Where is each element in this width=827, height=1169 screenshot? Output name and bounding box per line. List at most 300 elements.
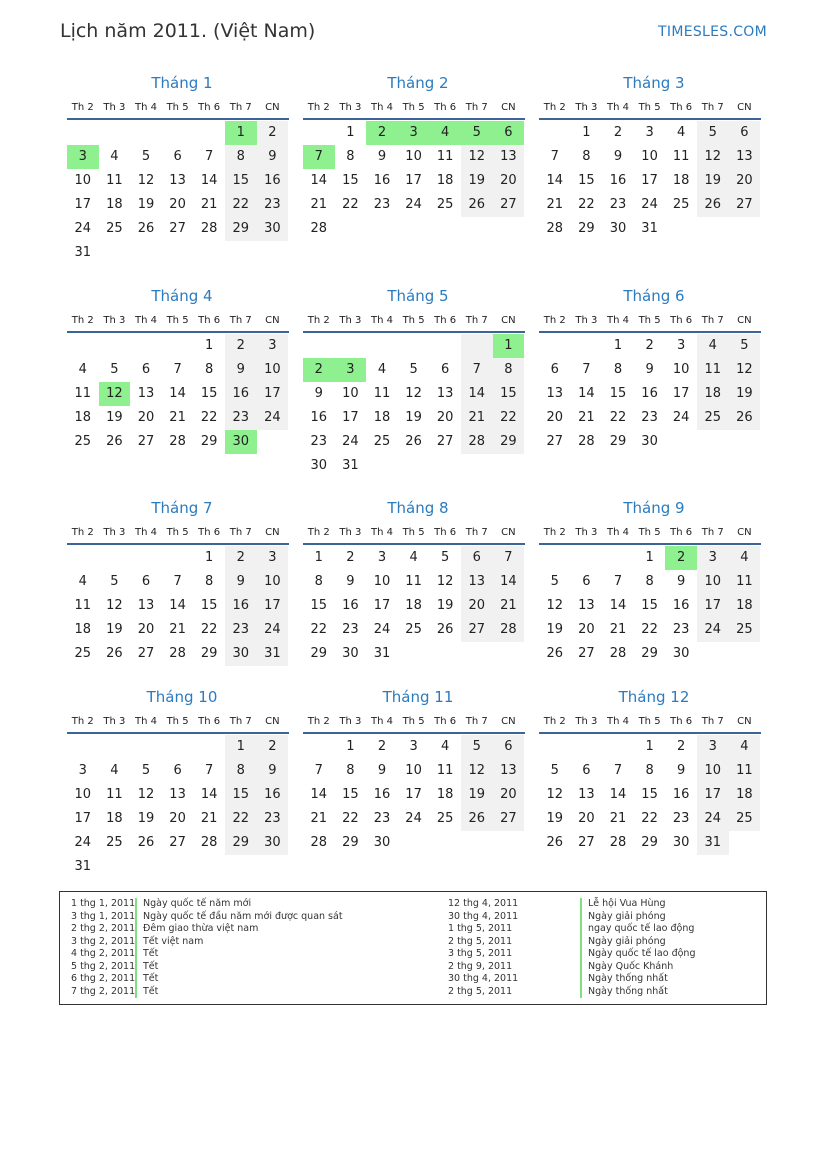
day-cell: 11	[729, 570, 761, 594]
legend-holiday-name: Tết	[143, 948, 159, 959]
weekday-label: CN	[501, 101, 516, 113]
day-cell: 30	[257, 831, 289, 855]
day-cell: 18	[373, 410, 391, 425]
day-cell: 10	[257, 570, 289, 594]
day-cell: 14	[609, 598, 627, 613]
empty-cell	[429, 217, 461, 241]
day-cell: 24	[697, 618, 729, 642]
empty-cell	[729, 642, 761, 666]
day-cell: 28	[461, 430, 493, 454]
month-title: Tháng 11	[382, 688, 454, 706]
day-grid	[67, 735, 289, 879]
weekday-header	[303, 96, 525, 120]
empty-cell	[99, 241, 131, 265]
legend-item	[71, 923, 343, 936]
day-cell: 2	[645, 338, 654, 353]
day-cell: 21	[493, 594, 525, 618]
day-cell: 14	[310, 173, 328, 188]
day-cell: 1	[205, 338, 214, 353]
weekday-header	[539, 309, 761, 333]
day-cell: 26	[137, 835, 155, 850]
weekday-label: Th 3	[339, 101, 362, 113]
weekday-label: Th 5	[402, 101, 425, 113]
weekday-label: Th 5	[166, 715, 189, 727]
day-cell: 21	[578, 410, 595, 425]
weekday-label: Th 7	[465, 314, 488, 326]
weekday-label: Th 5	[402, 526, 425, 538]
day-cell: 28	[200, 835, 218, 850]
day-cell: 19	[697, 169, 729, 193]
day-cell: 14	[200, 787, 218, 802]
day-cell: 11	[697, 358, 729, 382]
legend-date: 4 thg 2, 2011	[71, 948, 136, 959]
weekday-label: Th 5	[166, 314, 189, 326]
day-cell: 22	[609, 410, 627, 425]
day-cell: 1	[493, 334, 525, 358]
weekday-label: Th 7	[465, 526, 488, 538]
legend-marker	[135, 961, 137, 974]
day-cell: 29	[609, 434, 627, 449]
day-cell: 20	[137, 410, 155, 425]
day-cell: 25	[405, 622, 422, 637]
day-cell: 16	[257, 169, 289, 193]
weekday-label: Th 6	[198, 715, 221, 727]
day-cell: 23	[373, 811, 391, 826]
legend-date: 1 thg 5, 2011	[448, 923, 513, 934]
day-cell: 19	[106, 622, 123, 637]
day-cell: 24	[74, 835, 92, 850]
empty-cell	[493, 642, 525, 666]
day-cell: 17	[405, 173, 422, 188]
legend-item	[71, 911, 343, 924]
weekday-label: Th 7	[701, 314, 724, 326]
day-cell: 19	[729, 382, 761, 406]
legend-column-right	[448, 898, 695, 998]
empty-cell	[461, 831, 493, 855]
day-cell: 6	[493, 121, 525, 145]
day-cell: 16	[310, 410, 328, 425]
empty-cell	[99, 334, 131, 358]
day-cell: 28	[310, 835, 328, 850]
day-cell: 6	[582, 574, 591, 589]
day-cell: 14	[169, 386, 186, 401]
weekday-header	[303, 309, 525, 333]
day-cell: 21	[546, 197, 564, 212]
day-cell: 9	[613, 149, 623, 164]
day-cell: 27	[493, 193, 525, 217]
day-cell: 2	[303, 358, 335, 382]
day-cell: 21	[310, 197, 328, 212]
day-cell: 24	[342, 434, 359, 449]
day-cell: 9	[377, 763, 387, 778]
day-cell: 22	[342, 811, 359, 826]
day-cell: 12	[461, 759, 493, 783]
day-cell: 13	[546, 386, 564, 401]
day-cell: 15	[310, 598, 328, 613]
day-cell: 3	[677, 338, 686, 353]
weekday-header	[67, 710, 289, 734]
empty-cell	[729, 831, 761, 855]
day-cell: 17	[74, 197, 92, 212]
legend-item	[448, 936, 695, 949]
legend-item	[448, 911, 695, 924]
month-calendar	[539, 497, 761, 666]
day-cell: 27	[137, 434, 155, 449]
day-cell: 1	[346, 739, 355, 754]
day-cell: 22	[641, 811, 658, 826]
day-cell: 5	[441, 550, 450, 565]
day-cell: 31	[641, 221, 658, 236]
month-calendar	[67, 686, 289, 879]
day-cell: 1	[314, 550, 323, 565]
weekday-label: Th 5	[638, 526, 661, 538]
empty-cell	[130, 855, 162, 879]
day-cell: 15	[641, 598, 658, 613]
month-title: Tháng 8	[387, 499, 449, 517]
weekday-label: Th 6	[670, 101, 693, 113]
day-cell: 29	[225, 831, 257, 855]
day-cell: 26	[106, 646, 123, 661]
month-calendar	[67, 285, 289, 454]
weekday-label: Th 7	[701, 101, 724, 113]
empty-cell	[398, 642, 430, 666]
month-calendar	[303, 497, 525, 666]
day-cell: 8	[225, 759, 257, 783]
day-grid	[303, 334, 525, 478]
empty-cell	[571, 334, 603, 358]
day-cell: 20	[169, 197, 186, 212]
day-cell: 17	[697, 594, 729, 618]
day-cell: 13	[493, 759, 525, 783]
day-cell: 25	[729, 807, 761, 831]
day-cell: 26	[405, 434, 422, 449]
empty-cell	[130, 121, 162, 145]
day-cell: 15	[225, 169, 257, 193]
day-cell: 2	[677, 739, 686, 754]
day-cell: 14	[609, 787, 627, 802]
day-cell: 3	[377, 550, 387, 565]
day-cell: 21	[200, 197, 218, 212]
day-cell: 23	[310, 434, 328, 449]
day-cell: 3	[697, 735, 729, 759]
day-cell: 24	[74, 221, 92, 236]
day-cell: 1	[346, 125, 355, 140]
day-cell: 13	[461, 570, 493, 594]
day-cell: 29	[310, 646, 328, 661]
day-cell: 13	[169, 173, 186, 188]
day-cell: 3	[398, 121, 430, 145]
day-cell: 27	[493, 807, 525, 831]
day-cell: 9	[346, 574, 355, 589]
holiday-legend	[59, 891, 767, 1005]
day-cell: 27	[729, 193, 761, 217]
day-cell: 4	[78, 362, 87, 377]
day-cell: 30	[225, 642, 257, 666]
empty-cell	[571, 735, 603, 759]
day-cell: 28	[310, 221, 328, 236]
day-cell: 7	[173, 574, 182, 589]
day-cell: 17	[672, 386, 690, 401]
month-calendar	[303, 686, 525, 855]
day-cell: 18	[106, 197, 123, 212]
empty-cell	[493, 217, 525, 241]
empty-cell	[461, 217, 493, 241]
legend-marker	[580, 898, 582, 911]
day-cell: 23	[257, 193, 289, 217]
weekday-label: Th 5	[638, 314, 661, 326]
day-cell: 26	[697, 193, 729, 217]
month-title: Tháng 7	[151, 499, 213, 517]
day-cell: 9	[257, 759, 289, 783]
day-cell: 8	[582, 149, 591, 164]
day-cell: 5	[550, 763, 559, 778]
page-title: Lịch năm 2011. (Việt Nam)	[60, 20, 316, 42]
weekday-label: Th 4	[134, 314, 157, 326]
day-cell: 6	[173, 149, 182, 164]
day-cell: 12	[461, 145, 493, 169]
empty-cell	[602, 546, 634, 570]
day-cell: 21	[609, 622, 627, 637]
day-cell: 6	[173, 763, 182, 778]
empty-cell	[398, 334, 430, 358]
day-cell: 4	[409, 550, 418, 565]
day-cell: 12	[405, 386, 422, 401]
day-cell: 23	[225, 618, 257, 642]
day-cell: 24	[257, 406, 289, 430]
day-cell: 18	[729, 594, 761, 618]
day-cell: 19	[106, 410, 123, 425]
weekday-header	[67, 521, 289, 545]
day-cell: 22	[641, 622, 658, 637]
weekday-label: CN	[737, 526, 752, 538]
day-cell: 31	[373, 646, 391, 661]
day-cell: 25	[729, 618, 761, 642]
day-cell: 20	[729, 169, 761, 193]
day-grid	[303, 546, 525, 666]
day-cell: 19	[137, 811, 155, 826]
legend-marker	[580, 961, 582, 974]
legend-marker	[580, 973, 582, 986]
weekday-label: CN	[501, 526, 516, 538]
legend-holiday-name: Ngày thống nhất	[588, 985, 668, 997]
day-cell: 26	[106, 434, 123, 449]
day-cell: 5	[110, 574, 119, 589]
empty-cell	[99, 855, 131, 879]
weekday-label: Th 6	[434, 715, 457, 727]
empty-cell	[398, 217, 430, 241]
day-cell: 28	[546, 221, 564, 236]
weekday-label: Th 4	[134, 526, 157, 538]
day-cell: 3	[257, 334, 289, 358]
brand-link[interactable]: TIMESLES.COM	[658, 24, 767, 40]
day-cell: 15	[578, 173, 595, 188]
legend-date: 6 thg 2, 2011	[71, 973, 136, 984]
empty-cell	[366, 334, 398, 358]
weekday-label: Th 6	[434, 526, 457, 538]
day-cell: 7	[613, 574, 623, 589]
month-title: Tháng 5	[387, 287, 449, 305]
weekday-label: Th 7	[229, 314, 252, 326]
day-cell: 4	[729, 735, 761, 759]
day-cell: 31	[74, 245, 92, 260]
day-cell: 8	[346, 763, 355, 778]
weekday-label: Th 4	[370, 526, 393, 538]
day-cell: 10	[672, 362, 690, 377]
day-cell: 22	[342, 197, 359, 212]
day-cell: 1	[645, 550, 654, 565]
day-grid	[539, 121, 761, 241]
empty-cell	[67, 546, 99, 570]
day-cell: 23	[373, 197, 391, 212]
legend-item	[71, 973, 343, 986]
day-cell: 8	[225, 145, 257, 169]
day-cell: 17	[373, 598, 391, 613]
weekday-label: Th 6	[670, 715, 693, 727]
weekday-label: CN	[265, 526, 280, 538]
empty-cell	[461, 334, 493, 358]
legend-holiday-name: ngay quốc tế lao động	[588, 923, 695, 934]
empty-cell	[398, 831, 430, 855]
day-cell: 29	[342, 835, 359, 850]
day-cell: 28	[609, 835, 627, 850]
day-cell: 16	[373, 173, 391, 188]
day-cell: 7	[550, 149, 559, 164]
day-cell: 23	[257, 807, 289, 831]
day-grid	[539, 546, 761, 666]
month-title: Tháng 4	[151, 287, 213, 305]
day-cell: 10	[74, 787, 92, 802]
month-calendar	[539, 686, 761, 855]
day-grid	[303, 735, 525, 855]
day-cell: 24	[257, 618, 289, 642]
weekday-label: Th 4	[134, 101, 157, 113]
day-cell: 19	[461, 783, 493, 807]
month-title: Tháng 1	[151, 74, 213, 92]
day-cell: 29	[225, 217, 257, 241]
weekday-label: Th 5	[402, 715, 425, 727]
weekday-label: CN	[265, 314, 280, 326]
day-cell: 12	[546, 787, 564, 802]
weekday-label: Th 2	[543, 715, 566, 727]
legend-holiday-name: Ngày giải phóng	[588, 935, 666, 947]
empty-cell	[602, 735, 634, 759]
legend-date: 2 thg 5, 2011	[448, 985, 513, 997]
day-cell: 29	[493, 430, 525, 454]
day-cell: 14	[200, 173, 218, 188]
day-cell: 27	[578, 835, 595, 850]
day-cell: 23	[641, 410, 658, 425]
day-cell: 6	[729, 121, 761, 145]
day-cell: 23	[342, 622, 359, 637]
empty-cell	[225, 855, 257, 879]
weekday-label: Th 7	[229, 526, 252, 538]
empty-cell	[67, 735, 99, 759]
month-calendar	[303, 285, 525, 478]
legend-holiday-name: Ngày quốc tế lao động	[588, 948, 696, 959]
weekday-label: Th 7	[229, 101, 252, 113]
legend-date: 1 thg 1, 2011	[71, 898, 136, 909]
day-cell: 2	[665, 546, 697, 570]
legend-date: 7 thg 2, 2011	[71, 985, 136, 997]
empty-cell	[697, 217, 729, 241]
weekday-label: Th 2	[543, 314, 566, 326]
empty-cell	[130, 241, 162, 265]
day-cell: 11	[106, 787, 123, 802]
legend-holiday-name: Tết	[143, 985, 159, 997]
day-cell: 12	[106, 598, 123, 613]
empty-cell	[130, 735, 162, 759]
day-cell: 18	[74, 410, 92, 425]
empty-cell	[493, 831, 525, 855]
day-cell: 20	[137, 622, 155, 637]
day-cell: 26	[461, 807, 493, 831]
empty-cell	[303, 121, 335, 145]
day-cell: 26	[546, 835, 564, 850]
day-cell: 8	[493, 358, 525, 382]
day-cell: 25	[697, 406, 729, 430]
day-cell: 9	[225, 358, 257, 382]
day-cell: 18	[436, 173, 454, 188]
day-cell: 12	[137, 173, 155, 188]
day-cell: 1	[205, 550, 214, 565]
day-cell: 2	[225, 546, 257, 570]
weekday-label: CN	[265, 715, 280, 727]
day-cell: 16	[342, 598, 359, 613]
day-grid	[67, 334, 289, 454]
empty-cell	[665, 430, 697, 454]
weekday-label: Th 7	[465, 715, 488, 727]
legend-holiday-name: Lễ hội Vua Hùng	[588, 898, 666, 909]
day-cell: 9	[377, 149, 387, 164]
day-cell: 4	[110, 149, 119, 164]
day-cell: 19	[137, 197, 155, 212]
day-cell: 16	[641, 386, 658, 401]
weekday-label: Th 5	[638, 101, 661, 113]
weekday-label: Th 3	[339, 526, 362, 538]
month-calendar	[67, 497, 289, 666]
day-cell: 22	[225, 193, 257, 217]
day-cell: 30	[373, 835, 391, 850]
empty-cell	[130, 334, 162, 358]
day-cell: 31	[74, 859, 92, 874]
day-cell: 25	[74, 434, 92, 449]
day-cell: 15	[225, 783, 257, 807]
legend-marker	[580, 986, 582, 999]
day-cell: 24	[697, 807, 729, 831]
day-cell: 18	[106, 811, 123, 826]
legend-holiday-name: Tết việt nam	[143, 935, 204, 947]
day-cell: 22	[578, 197, 595, 212]
day-cell: 4	[429, 121, 461, 145]
day-cell: 19	[546, 811, 564, 826]
day-cell: 24	[641, 197, 658, 212]
day-grid	[67, 546, 289, 666]
day-cell: 23	[609, 197, 627, 212]
day-cell: 20	[578, 811, 595, 826]
day-cell: 2	[613, 125, 623, 140]
empty-cell	[366, 454, 398, 478]
day-cell: 19	[405, 410, 422, 425]
weekday-label: Th 7	[229, 715, 252, 727]
day-cell: 29	[200, 646, 218, 661]
empty-cell	[429, 831, 461, 855]
day-cell: 3	[78, 763, 87, 778]
day-cell: 13	[137, 598, 155, 613]
day-cell: 9	[257, 145, 289, 169]
day-cell: 28	[169, 434, 186, 449]
empty-cell	[398, 454, 430, 478]
day-cell: 15	[641, 787, 658, 802]
